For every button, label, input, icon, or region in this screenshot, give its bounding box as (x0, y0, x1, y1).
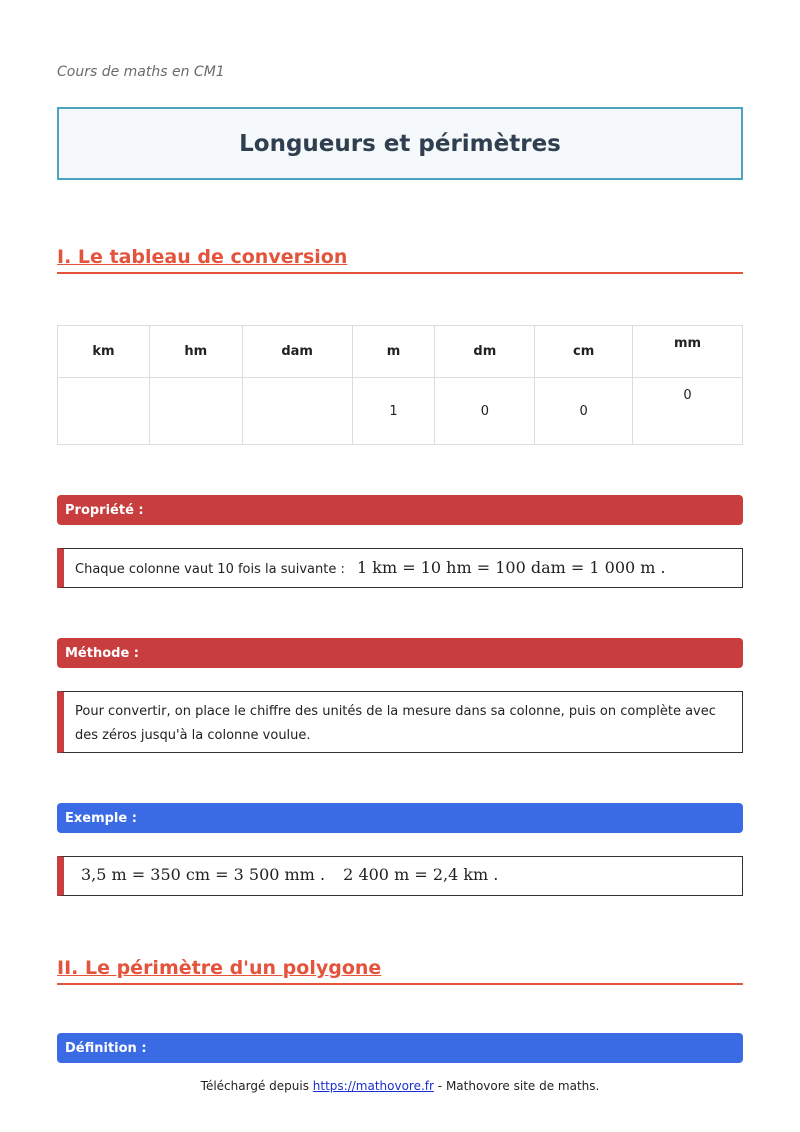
table-header-hm: hm (149, 326, 242, 378)
methode-text: Pour convertir, on place le chiffre des unités de la mesure dans sa colonne, puis on complète avec des zéros jusqu'à la colonne voulue. (75, 704, 716, 743)
propriete-callout (57, 548, 743, 588)
propriete-banner (57, 495, 743, 525)
table-header-dam: dam (242, 326, 352, 378)
table-cell-km (58, 378, 150, 445)
table-row (58, 378, 743, 445)
footer-prefix: Téléchargé depuis (200, 1079, 309, 1093)
table-header-mm: mm (633, 326, 743, 378)
table-header-cm: cm (535, 326, 633, 378)
section-heading-perimetre-text: II. Le périmètre d'un polygone (57, 957, 382, 979)
definition-banner (57, 1033, 743, 1063)
table-header-m: m (352, 326, 435, 378)
table-cell-hm (149, 378, 242, 445)
table-header-km: km (58, 326, 150, 378)
propriete-text: Chaque colonne vaut 10 fois la suivante : (75, 562, 345, 577)
exemple-banner (57, 803, 743, 833)
propriete-math: 1 km = 10 hm = 100 dam = 1 000 m . (357, 558, 666, 577)
table-header-row (58, 326, 743, 378)
page-title: Longueurs et périmètres (239, 130, 561, 157)
exemple-callout (57, 856, 743, 896)
table-cell-m: 1 (352, 378, 435, 445)
definition-label: Définition : (65, 1040, 147, 1056)
table-cell-mm: 0 (633, 378, 743, 445)
methode-callout (57, 691, 743, 753)
propriete-label: Propriété : (65, 502, 144, 518)
exemple-math-2: 2 400 m = 2,4 km . (343, 865, 499, 884)
table-cell-cm: 0 (535, 378, 633, 445)
section-heading-perimetre (57, 957, 743, 985)
section-heading-conversion (57, 246, 743, 274)
course-label: Cours de maths en CM1 (57, 64, 225, 80)
exemple-math-1: 3,5 m = 350 cm = 3 500 mm . (81, 865, 326, 884)
title-box (57, 107, 743, 180)
table-header-dm: dm (435, 326, 535, 378)
footer (0, 1079, 800, 1093)
table-cell-dm: 0 (435, 378, 535, 445)
methode-label: Méthode : (65, 645, 140, 661)
methode-banner (57, 638, 743, 668)
section-heading-conversion-text: I. Le tableau de conversion (57, 246, 348, 268)
footer-suffix: - Mathovore site de maths. (437, 1079, 600, 1093)
table-cell-dam (242, 378, 352, 445)
exemple-label: Exemple : (65, 810, 137, 826)
footer-link[interactable]: https://mathovore.fr (312, 1079, 434, 1093)
conversion-table (57, 325, 743, 445)
